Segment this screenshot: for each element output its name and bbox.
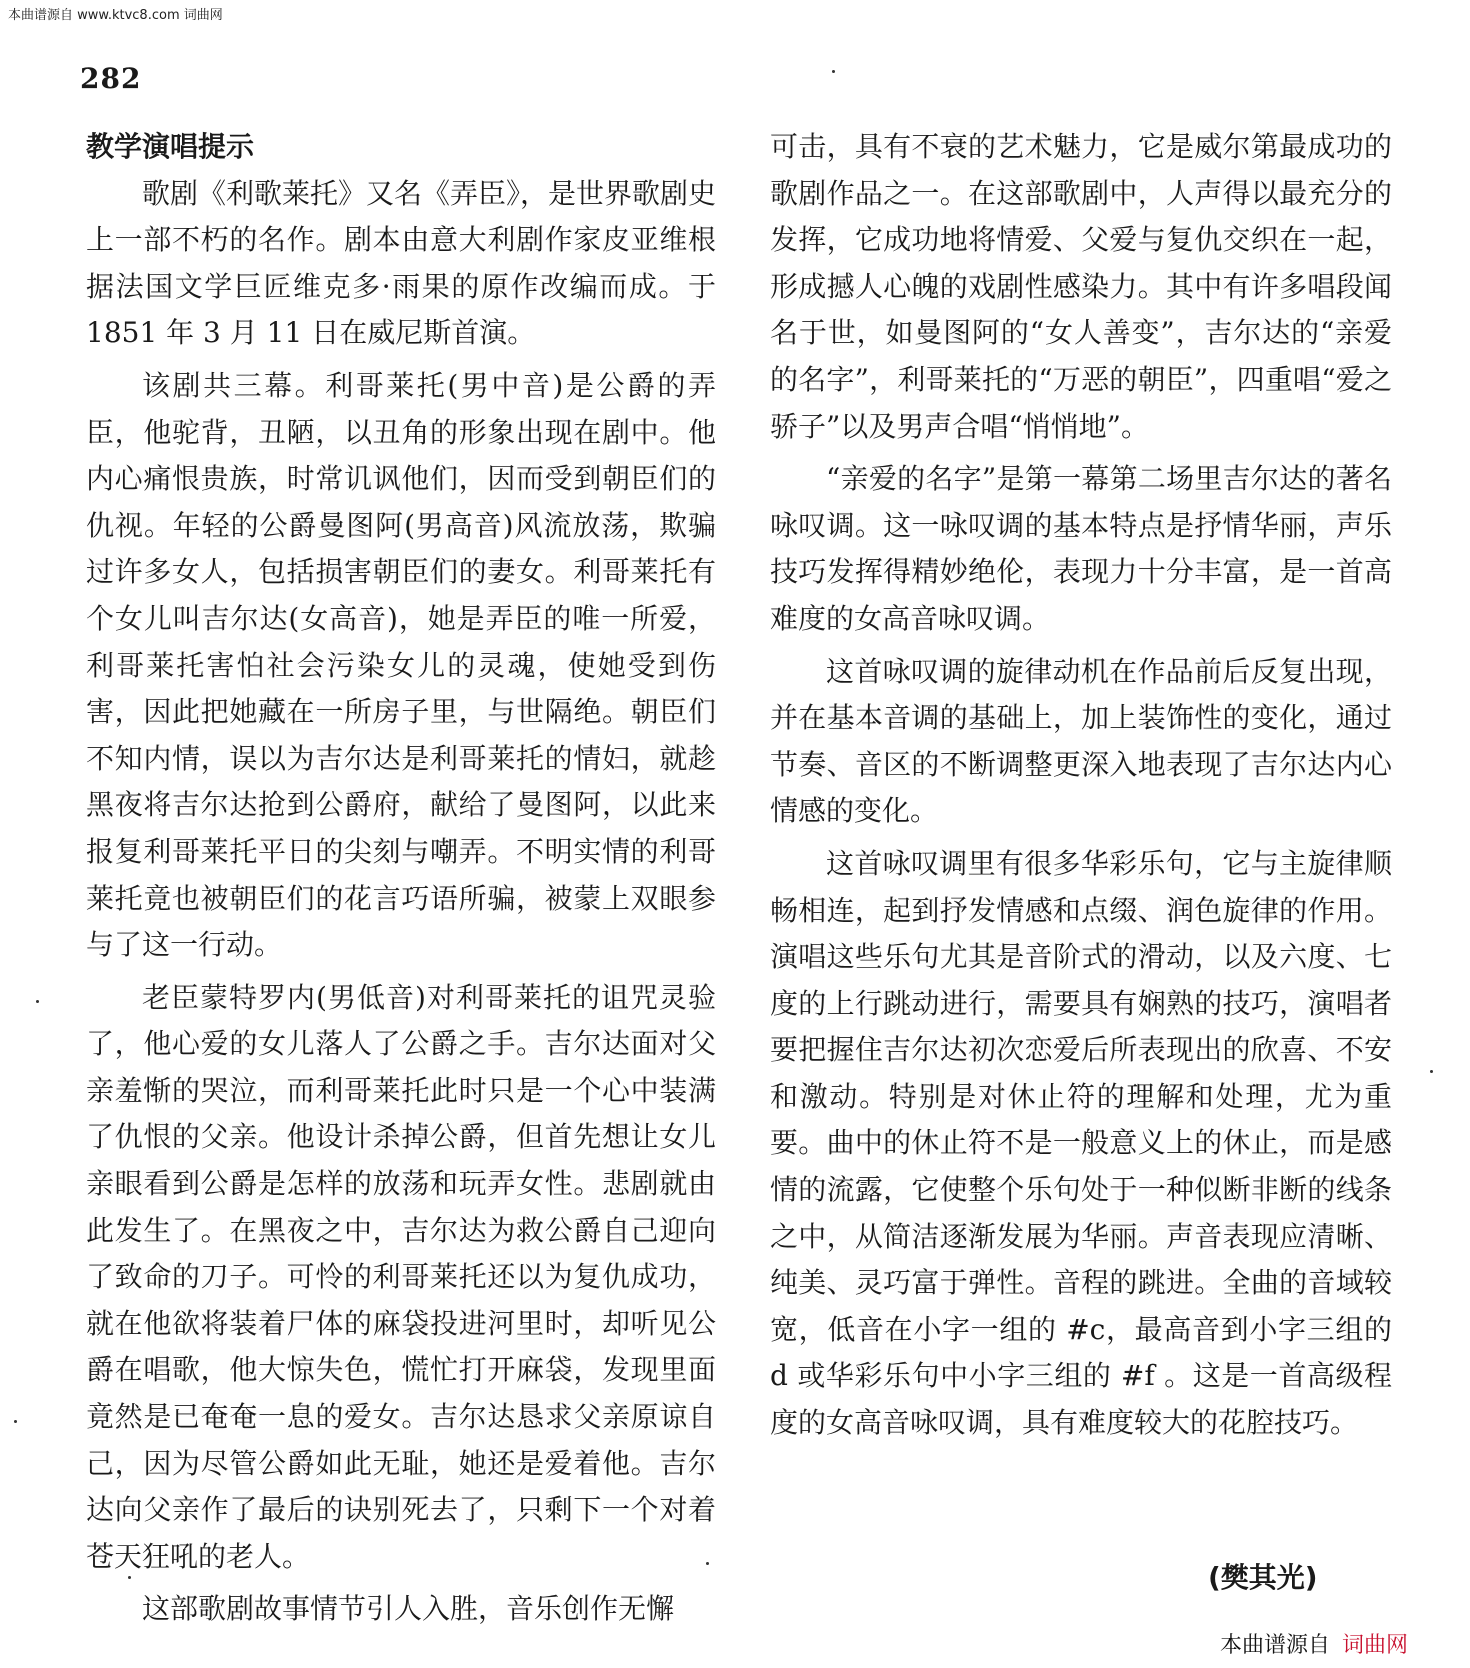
watermark-bottom [1220, 1628, 1408, 1659]
scan-speck [706, 1562, 709, 1565]
scan-speck [36, 1000, 39, 1003]
author-signature: (樊其光) [1208, 1561, 1318, 1594]
paragraph: 这部歌剧故事情节引人入胜，音乐创作无懈 [142, 1592, 675, 1626]
scan-speck [1430, 1070, 1433, 1073]
paragraph-continued: 可击，具有不衰的艺术魅力，它是威尔第最成功的歌剧作品之一。在这部歌剧中，人声得以最充分的发挥，它成功地将情爱、父爱与复仇交织在一起，形成撼人心魄的戏剧性感染力。其中有许多唱段闻名于世，如曼图阿的“女人善变”，吉尔达的“亲爱的名字”，利哥莱托的“万恶的朝臣”，四重唱“爱之骄子”以及男声合唱“悄悄地”。 [770, 130, 1392, 443]
paragraph: 这首咏叹调的旋律动机在作品前后反复出现，并在基本音调的基础上，加上装饰性的变化，通过节奏、音区的不断调整更深入地表现了吉尔达内心情感的变化。 [770, 654, 1392, 828]
watermark-site-name: 词曲网 [1342, 1633, 1409, 1658]
page-number: 282 [80, 62, 142, 95]
right-column [770, 124, 1392, 1447]
paragraph: 这首咏叹调里有很多华彩乐句，它与主旋律顺畅相连，起到抒发情感和点缀、润色旋律的作用。演唱这些乐句尤其是音阶式的滑动，以及六度、七度的上行跳动进行，需要具有娴熟的技巧，演唱者要把握住吉尔达初次恋爱后所表现出的欣喜、不安和激动。特别是对休止符的理解和处理，尤为重要。曲中的休止符不是一般意义上的休止，而是感情的流露，它使整个乐句处于一种似断非断的线条之中，从简洁逐渐发展为华丽。声音表现应清晰、纯美、灵巧富于弹性。音程的跳进。全曲的音域较宽，低音在小字一组的 #c，最高音到小字三组的 d 或华彩乐句中小字三组的 #f 。这是一首高级程度的女高音咏叹调，具有难度较大的花腔技巧。 [770, 846, 1392, 1440]
scan-speck [832, 70, 835, 73]
watermark-source-text: 本曲谱源自 [1220, 1633, 1331, 1658]
paragraph: “亲爱的名字”是第一幕第二场里吉尔达的著名咏叹调。这一咏叹调的基本特点是抒情华丽，声乐技巧发挥得精妙绝伦，表现力十分丰富，是一首高难度的女高音咏叹调。 [770, 462, 1392, 635]
section-heading: 教学演唱提示 [86, 130, 255, 163]
scan-speck [14, 1420, 17, 1423]
left-column [86, 124, 716, 1633]
scan-speck [128, 1576, 131, 1579]
paragraph: 歌剧《利歌莱托》又名《弄臣》，是世界歌剧史上一部不朽的名作。剧本由意大利剧作家皮亚维根据法国文学巨匠维克多·雨果的原作改编而成。于 1851 年 3 月 11 日在威尼斯首演。 [86, 176, 717, 350]
watermark-top: 本曲谱源自 www.ktvc8.com 词曲网 [8, 8, 223, 23]
paragraph: 老臣蒙特罗内(男低音)对利哥莱托的诅咒灵验了，他心爱的女儿落人了公爵之手。吉尔达面对父亲羞惭的哭泣，而利哥莱托此时只是一个心中装满了仇恨的父亲。他设计杀掉公爵，但首先想让女儿亲眼看到公爵是怎样的放荡和玩弄女性。悲剧就由此发生了。在黑夜之中，吉尔达为救公爵自己迎向了致命的刀子。可怜的利哥莱托还以为复仇成功，就在他欲将装着尸体的麻袋投进河里时，却听见公爵在唱歌，他大惊失色，慌忙打开麻袋，发现里面竟然是已奄奄一息的爱女。吉尔达恳求父亲原谅自己，因为尽管公爵如此无耻，她还是爱着他。吉尔达向父亲作了最后的诀别死去了，只剩下一个对着苍天狂吼的老人。 [86, 980, 716, 1573]
paragraph: 该剧共三幕。利哥莱托(男中音)是公爵的弄臣，他驼背，丑陋，以丑角的形象出现在剧中。他内心痛恨贵族，时常讥讽他们，因而受到朝臣们的仇视。年轻的公爵曼图阿(男高音)风流放荡，欺骗过许多女人，包括损害朝臣们的妻女。利哥莱托有个女儿叫吉尔达(女高音)，她是弄臣的唯一所爱，利哥莱托害怕社会污染女儿的灵魂，使她受到伤害，因此把她藏在一所房子里，与世隔绝。朝臣们不知内情，误以为吉尔达是利哥莱托的情妇，就趁黑夜将吉尔达抢到公爵府，献给了曼图阿，以此来报复利哥莱托平日的尖刻与嘲弄。不明实情的利哥莱托竟也被朝臣们的花言巧语所骗，被蒙上双眼参与了这一行动。 [86, 368, 716, 962]
